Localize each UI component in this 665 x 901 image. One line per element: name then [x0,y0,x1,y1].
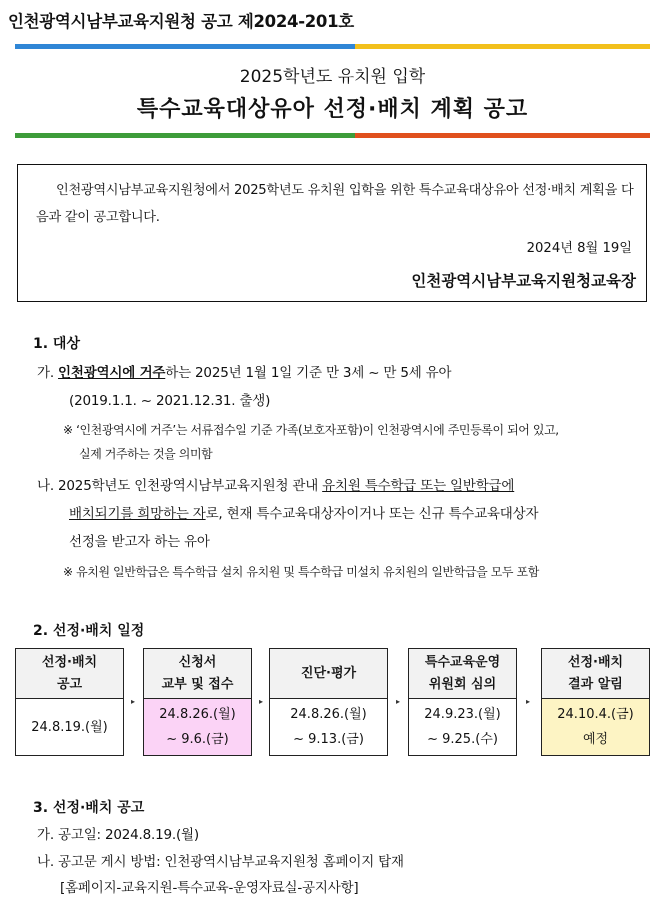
step-3-header [270,649,387,699]
item-a-birth-range: (2019.1.1. ~ 2021.12.31. 출생) [69,393,271,409]
section-3-heading: 3. 선정·배치 공고 [33,800,145,816]
schedule-step-1 [15,648,124,756]
divider-top-yellow [355,44,650,49]
step-3-body [270,699,387,755]
step-2-title-2: 교부 및 접수 [161,676,234,692]
arrow-icon: ▸ [396,697,401,706]
step-3-date-1: 24.8.26.(월) [290,707,367,722]
item-b-line2-rest: 로, 현재 특수교육대상자이거나 또는 신규 특수교육대상자 [205,506,539,522]
step-5-title-1: 선정·배치 [567,654,624,670]
step-3-title-1: 진단·평가 [300,665,357,681]
step-5-header [542,649,649,699]
item-a-rest: 하는 2025년 1월 1일 기준 만 3세 ~ 만 5세 유아 [165,365,452,381]
step-4-title-2: 위원회 심의 [428,676,497,692]
section-1-item-b-line2 [69,502,538,522]
step-4-body [409,699,516,755]
step-5-date-2: 예정 [582,732,609,747]
item-b-underlined-2: 배치되기를 희망하는 자 [69,506,206,522]
schedule-step-5 [541,648,650,756]
section-1-item-b-line3: 선정을 받고자 하는 유아 [69,534,210,550]
section-1-item-b-line1 [37,474,514,494]
item-b-plain: 2025학년도 인천광역시남부교육지원청 관내 [58,478,323,494]
step-5-date-1: 24.10.4.(금) [557,707,634,722]
step-2-body [144,699,251,755]
schedule-step-3 [269,648,388,756]
schedule-step-4 [408,648,517,756]
step-1-title-1: 선정·배치 [41,654,98,670]
arrow-icon: ▸ [131,697,136,706]
item-a-note-line1: ※ ‘인천광역시에 거주’는 서류접수일 기준 가족(보호자포함)이 인천광역시에 주민등록이 되어 있고, [63,423,559,437]
schedule-step-2 [143,648,252,756]
step-4-header [409,649,516,699]
item-a-note-line2: 실제 거주하는 것을 의미함 [79,447,213,461]
section-1-item-a [37,361,451,381]
step-1-date-1: 24.8.19.(월) [31,719,108,735]
intro-text [36,177,636,231]
step-1-body [16,699,123,755]
intro-signature: 인천광역시남부교육지원청교육장 [411,272,636,290]
item-b-note: ※ 유치원 일반학급은 특수학급 설치 유치원 및 특수학급 미설치 유치원의 일반학급을 모두 포함 [63,565,539,579]
section-3-item-b-path: [홈페이지-교육지원-특수교육-운영자료실-공지사항] [60,880,359,896]
step-2-header [144,649,251,699]
intro-paragraph: 인천광역시남부교육지원청에서 2025학년도 유치원 입학을 위한 특수교육대상유아 선정·배치 계획을 다음과 같이 공고합니다. [36,183,634,225]
divider-bottom-orange [355,133,650,138]
intro-box [17,164,647,302]
step-3-date-2: ~ 9.13.(금) [293,732,364,747]
page-title: 특수교육대상유아 선정·배치 계획 공고 [136,97,529,122]
step-5-body [542,699,649,755]
step-1-title-2: 공고 [56,676,83,692]
notice-number: 인천광역시남부교육지원청 공고 제2024-201호 [8,12,354,31]
arrow-icon: ▸ [526,697,531,706]
step-1-header [16,649,123,699]
item-a-underlined: 인천광역시에 거주 [58,365,166,381]
divider-bottom-green [15,133,355,138]
divider-top-blue [15,44,355,49]
step-4-date-2: ~ 9.25.(수) [427,732,498,747]
page-subtitle: 2025학년도 유치원 입학 [239,67,426,87]
item-b-marker: 나. [37,478,54,494]
section-2-heading: 2. 선정·배치 일정 [33,623,145,639]
step-2-date-1: 24.8.26.(월) [159,707,236,722]
intro-date: 2024년 8월 19일 [526,241,632,256]
item-a-marker: 가. [37,365,54,381]
section-3-item-b: 나. 공고문 게시 방법: 인천광역시남부교육지원청 홈페이지 탑재 [37,854,404,870]
item-b-underlined-1: 유치원 특수학급 또는 일반학급에 [322,478,515,494]
step-4-title-1: 특수교육운영 [424,654,501,670]
section-1-heading: 1. 대상 [33,336,80,352]
step-2-date-2: ~ 9.6.(금) [166,732,229,747]
step-4-date-1: 24.9.23.(월) [424,707,501,722]
step-2-title-1: 신청서 [178,654,217,670]
arrow-icon: ▸ [259,697,264,706]
section-3-item-a: 가. 공고일: 2024.8.19.(월) [37,827,199,843]
step-5-title-2: 결과 알림 [568,676,623,692]
